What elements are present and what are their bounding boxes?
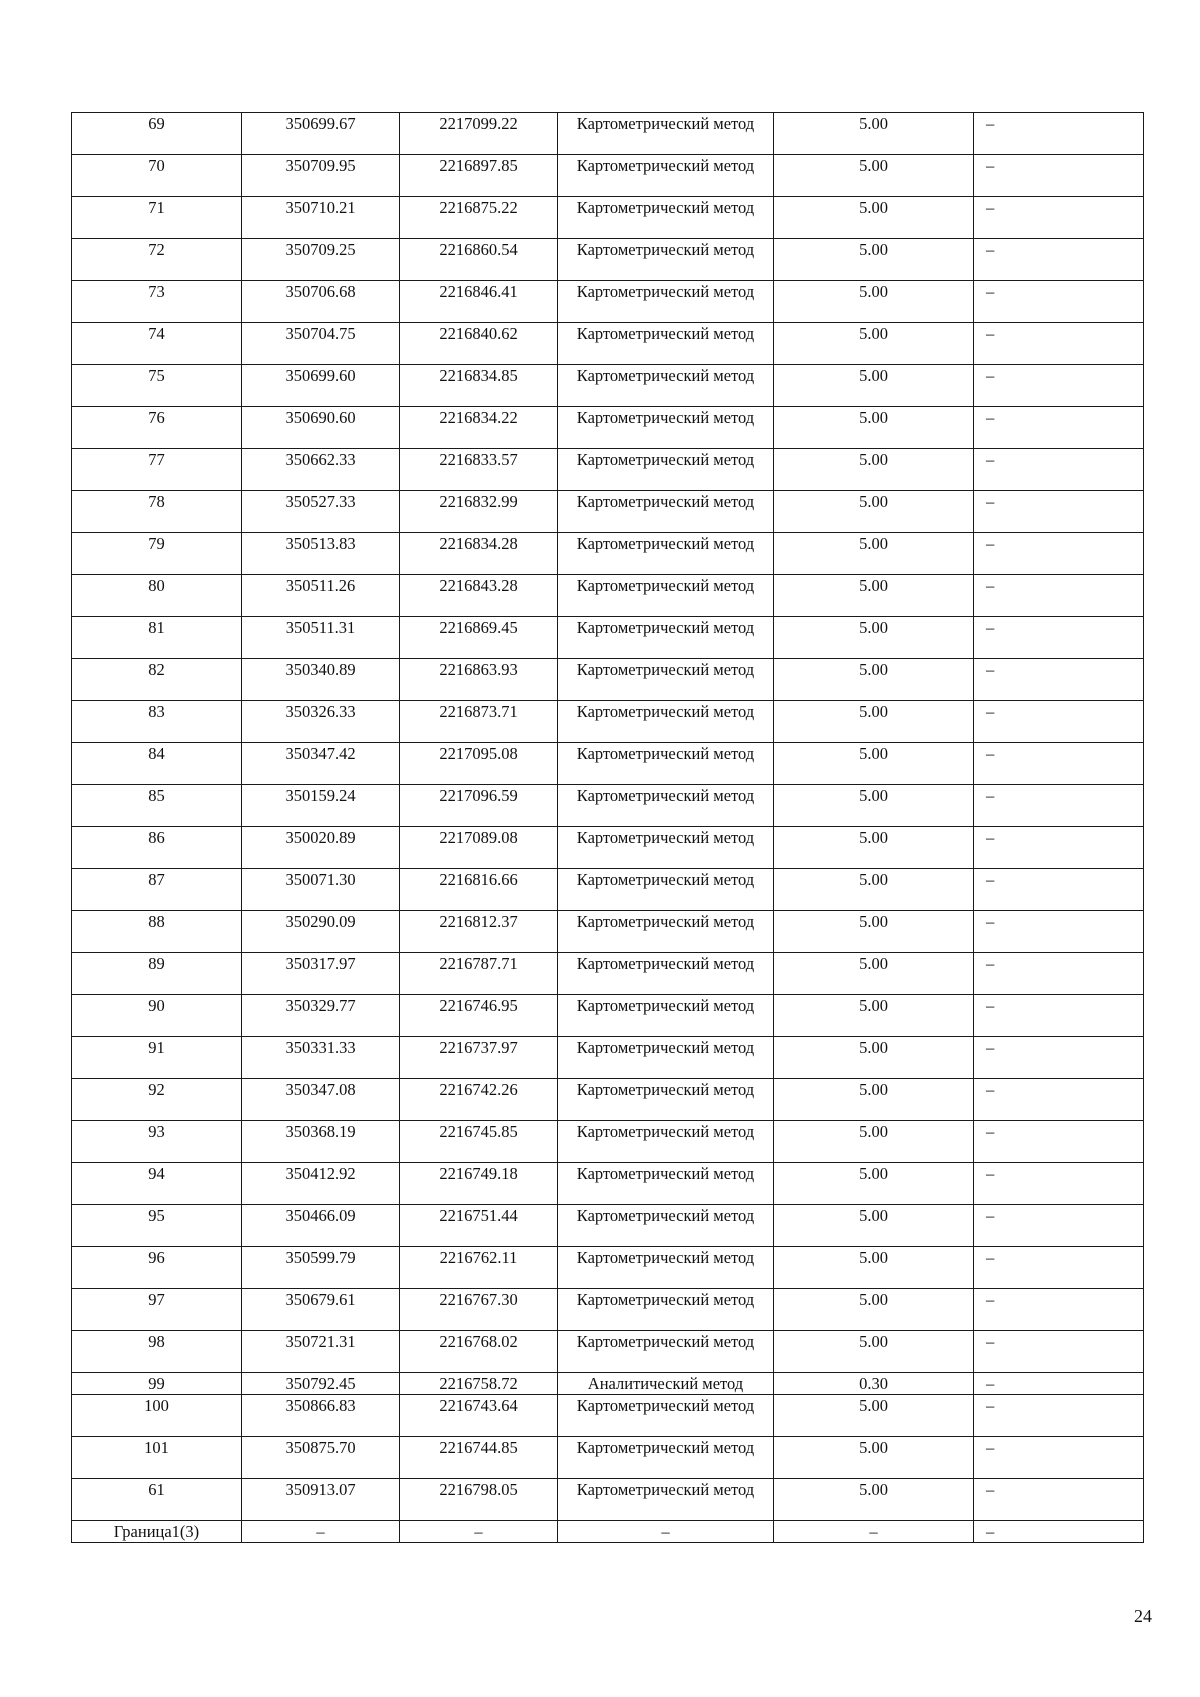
table-cell: –: [974, 365, 1144, 407]
table-cell: 350159.24: [242, 785, 400, 827]
table-cell: –: [974, 869, 1144, 911]
table-cell: 5.00: [774, 365, 974, 407]
table-cell: 2216834.22: [400, 407, 558, 449]
table-cell: Картометрический метод: [558, 1037, 774, 1079]
table-row: [72, 1121, 1144, 1163]
table-cell: 2216746.95: [400, 995, 558, 1037]
table-cell: Картометрический метод: [558, 1437, 774, 1479]
table-cell: 2216749.18: [400, 1163, 558, 1205]
table-cell: 350599.79: [242, 1247, 400, 1289]
table-cell: Картометрический метод: [558, 1079, 774, 1121]
table-row: [72, 869, 1144, 911]
table-row: [72, 197, 1144, 239]
table-cell: 350679.61: [242, 1289, 400, 1331]
table-cell: Картометрический метод: [558, 995, 774, 1037]
table-cell: 350340.89: [242, 659, 400, 701]
coordinates-table: [71, 112, 1144, 1543]
table-cell: 350412.92: [242, 1163, 400, 1205]
table-cell: –: [974, 281, 1144, 323]
table-cell: 5.00: [774, 1205, 974, 1247]
table-cell: 91: [72, 1037, 242, 1079]
table-row: [72, 1521, 1144, 1543]
table-row: [72, 911, 1144, 953]
table-cell: 350875.70: [242, 1437, 400, 1479]
table-row: [72, 701, 1144, 743]
table-cell: 350290.09: [242, 911, 400, 953]
table-cell: –: [974, 1395, 1144, 1437]
table-cell: –: [974, 785, 1144, 827]
table-cell: 350326.33: [242, 701, 400, 743]
table-cell: 5.00: [774, 1163, 974, 1205]
table-row: [72, 155, 1144, 197]
table-cell: 350511.26: [242, 575, 400, 617]
table-cell: Картометрический метод: [558, 1289, 774, 1331]
table-cell: 2217095.08: [400, 743, 558, 785]
table-cell: 2216875.22: [400, 197, 558, 239]
table-cell: 2216860.54: [400, 239, 558, 281]
table-row: [72, 785, 1144, 827]
table-cell: Картометрический метод: [558, 1205, 774, 1247]
table-cell: 73: [72, 281, 242, 323]
table-cell: 93: [72, 1121, 242, 1163]
table-cell: 350913.07: [242, 1479, 400, 1521]
table-cell: –: [974, 1121, 1144, 1163]
table-row: [72, 449, 1144, 491]
table-cell: 350709.95: [242, 155, 400, 197]
table-cell: 5.00: [774, 449, 974, 491]
table-row: [72, 1163, 1144, 1205]
table-cell: –: [974, 1079, 1144, 1121]
table-cell: Картометрический метод: [558, 785, 774, 827]
table-cell: 87: [72, 869, 242, 911]
table-cell: –: [974, 701, 1144, 743]
table-row: [72, 953, 1144, 995]
table-cell: 350699.60: [242, 365, 400, 407]
table-row: [72, 365, 1144, 407]
table-row: [72, 533, 1144, 575]
table-cell: 75: [72, 365, 242, 407]
table-cell: 78: [72, 491, 242, 533]
table-cell: 2216743.64: [400, 1395, 558, 1437]
table-cell: 350706.68: [242, 281, 400, 323]
table-cell: –: [974, 995, 1144, 1037]
table-cell: 71: [72, 197, 242, 239]
table-cell: Картометрический метод: [558, 617, 774, 659]
table-cell: 2216762.11: [400, 1247, 558, 1289]
table-row: [72, 1289, 1144, 1331]
table-cell: 5.00: [774, 1121, 974, 1163]
table-cell: 80: [72, 575, 242, 617]
table-cell: 2217089.08: [400, 827, 558, 869]
table-cell: 97: [72, 1289, 242, 1331]
table-cell: –: [974, 491, 1144, 533]
table-cell: 5.00: [774, 491, 974, 533]
table-row: [72, 1247, 1144, 1289]
table-cell: 350709.25: [242, 239, 400, 281]
table-row: [72, 1437, 1144, 1479]
table-cell: 350347.08: [242, 1079, 400, 1121]
table-cell: 99: [72, 1373, 242, 1395]
table-cell: –: [974, 533, 1144, 575]
table-cell: 350466.09: [242, 1205, 400, 1247]
table-cell: Картометрический метод: [558, 407, 774, 449]
table-cell: 2216742.26: [400, 1079, 558, 1121]
table-row: [72, 1373, 1144, 1395]
table-cell: 5.00: [774, 701, 974, 743]
table-row: [72, 1205, 1144, 1247]
table-cell: 2216812.37: [400, 911, 558, 953]
table-cell: 2216768.02: [400, 1331, 558, 1373]
table-cell: –: [974, 197, 1144, 239]
table-cell: 5.00: [774, 197, 974, 239]
table-cell: 86: [72, 827, 242, 869]
coordinates-table-body: [72, 113, 1144, 1543]
table-cell: 2216737.97: [400, 1037, 558, 1079]
table-cell: Картометрический метод: [558, 1331, 774, 1373]
table-cell: 5.00: [774, 281, 974, 323]
table-cell: Картометрический метод: [558, 323, 774, 365]
table-cell: –: [558, 1521, 774, 1543]
table-row: [72, 575, 1144, 617]
table-cell: Картометрический метод: [558, 953, 774, 995]
table-cell: 5.00: [774, 869, 974, 911]
table-cell: 350710.21: [242, 197, 400, 239]
table-cell: –: [974, 1373, 1144, 1395]
table-cell: –: [974, 1479, 1144, 1521]
table-cell: 5.00: [774, 113, 974, 155]
table-cell: Картометрический метод: [558, 449, 774, 491]
table-cell: 5.00: [774, 323, 974, 365]
table-cell: 350690.60: [242, 407, 400, 449]
table-row: [72, 995, 1144, 1037]
table-cell: Картометрический метод: [558, 659, 774, 701]
table-cell: 5.00: [774, 1289, 974, 1331]
table-row: [72, 1037, 1144, 1079]
table-cell: Картометрический метод: [558, 827, 774, 869]
table-cell: 79: [72, 533, 242, 575]
table-cell: –: [974, 113, 1144, 155]
table-cell: 350368.19: [242, 1121, 400, 1163]
table-cell: 5.00: [774, 1437, 974, 1479]
table-row: [72, 659, 1144, 701]
table-row: [72, 1331, 1144, 1373]
table-cell: Картометрический метод: [558, 575, 774, 617]
table-cell: Картометрический метод: [558, 491, 774, 533]
table-cell: 0.30: [774, 1373, 974, 1395]
table-cell: 2216834.28: [400, 533, 558, 575]
table-cell: Картометрический метод: [558, 281, 774, 323]
table-cell: 2216873.71: [400, 701, 558, 743]
table-cell: –: [242, 1521, 400, 1543]
table-row: [72, 743, 1144, 785]
table-cell: 101: [72, 1437, 242, 1479]
table-row: [72, 113, 1144, 155]
table-cell: –: [974, 953, 1144, 995]
table-cell: 88: [72, 911, 242, 953]
table-cell: –: [974, 1163, 1144, 1205]
table-cell: 5.00: [774, 575, 974, 617]
table-cell: 69: [72, 113, 242, 155]
table-cell: –: [974, 617, 1144, 659]
table-cell: 2216833.57: [400, 449, 558, 491]
table-cell: 2216869.45: [400, 617, 558, 659]
table-cell: 5.00: [774, 1079, 974, 1121]
table-cell: 2216843.28: [400, 575, 558, 617]
table-row: [72, 239, 1144, 281]
table-cell: 350329.77: [242, 995, 400, 1037]
table-cell: Картометрический метод: [558, 1395, 774, 1437]
table-cell: 2216846.41: [400, 281, 558, 323]
table-cell: 2217096.59: [400, 785, 558, 827]
table-cell: 5.00: [774, 1395, 974, 1437]
table-cell: 350699.67: [242, 113, 400, 155]
table-cell: Картометрический метод: [558, 911, 774, 953]
table-cell: –: [974, 1437, 1144, 1479]
table-cell: –: [974, 659, 1144, 701]
table-cell: Граница1(3): [72, 1521, 242, 1543]
table-cell: 85: [72, 785, 242, 827]
table-cell: Картометрический метод: [558, 1163, 774, 1205]
table-cell: 2216798.05: [400, 1479, 558, 1521]
table-cell: 92: [72, 1079, 242, 1121]
table-cell: 350513.83: [242, 533, 400, 575]
table-row: [72, 617, 1144, 659]
table-cell: 2216745.85: [400, 1121, 558, 1163]
table-cell: 5.00: [774, 995, 974, 1037]
table-row: [72, 827, 1144, 869]
table-cell: 350071.30: [242, 869, 400, 911]
table-cell: 61: [72, 1479, 242, 1521]
page-number: 24: [1134, 1606, 1152, 1626]
table-cell: 100: [72, 1395, 242, 1437]
table-cell: Картометрический метод: [558, 1247, 774, 1289]
table-cell: 350020.89: [242, 827, 400, 869]
table-cell: 84: [72, 743, 242, 785]
table-cell: 2216758.72: [400, 1373, 558, 1395]
table-cell: 94: [72, 1163, 242, 1205]
table-cell: –: [974, 407, 1144, 449]
table-cell: 74: [72, 323, 242, 365]
table-cell: 95: [72, 1205, 242, 1247]
table-cell: 5.00: [774, 617, 974, 659]
table-cell: 2217099.22: [400, 113, 558, 155]
table-cell: 350527.33: [242, 491, 400, 533]
table-cell: 5.00: [774, 827, 974, 869]
table-cell: 83: [72, 701, 242, 743]
table-row: [72, 491, 1144, 533]
table-cell: –: [974, 239, 1144, 281]
table-cell: 5.00: [774, 533, 974, 575]
table-cell: 2216816.66: [400, 869, 558, 911]
table-cell: –: [974, 575, 1144, 617]
table-cell: Картометрический метод: [558, 1479, 774, 1521]
table-cell: Картометрический метод: [558, 533, 774, 575]
table-cell: Картометрический метод: [558, 1121, 774, 1163]
table-cell: –: [974, 1521, 1144, 1543]
table-cell: 350511.31: [242, 617, 400, 659]
table-cell: 5.00: [774, 1479, 974, 1521]
table-cell: 5.00: [774, 1331, 974, 1373]
table-cell: Картометрический метод: [558, 155, 774, 197]
table-cell: 5.00: [774, 155, 974, 197]
table-cell: Картометрический метод: [558, 701, 774, 743]
table-cell: 5.00: [774, 953, 974, 995]
table-cell: Аналитический метод: [558, 1373, 774, 1395]
table-cell: 350792.45: [242, 1373, 400, 1395]
table-row: [72, 281, 1144, 323]
table-cell: 5.00: [774, 785, 974, 827]
table-cell: 350317.97: [242, 953, 400, 995]
table-cell: 350347.42: [242, 743, 400, 785]
table-cell: 5.00: [774, 1247, 974, 1289]
table-cell: 2216897.85: [400, 155, 558, 197]
table-cell: 96: [72, 1247, 242, 1289]
table-cell: 5.00: [774, 911, 974, 953]
table-cell: Картометрический метод: [558, 869, 774, 911]
table-cell: 350721.31: [242, 1331, 400, 1373]
table-cell: 5.00: [774, 407, 974, 449]
table-cell: 5.00: [774, 239, 974, 281]
table-row: [72, 1079, 1144, 1121]
table-cell: Картометрический метод: [558, 365, 774, 407]
table-cell: Картометрический метод: [558, 743, 774, 785]
table-cell: 90: [72, 995, 242, 1037]
table-cell: 2216751.44: [400, 1205, 558, 1247]
table-cell: –: [974, 155, 1144, 197]
table-cell: –: [974, 911, 1144, 953]
table-cell: 81: [72, 617, 242, 659]
table-cell: 350331.33: [242, 1037, 400, 1079]
table-row: [72, 407, 1144, 449]
table-cell: –: [400, 1521, 558, 1543]
table-cell: –: [974, 1247, 1144, 1289]
table-row: [72, 323, 1144, 365]
table-cell: Картометрический метод: [558, 197, 774, 239]
table-cell: 350866.83: [242, 1395, 400, 1437]
table-cell: –: [974, 1331, 1144, 1373]
table-cell: –: [974, 323, 1144, 365]
table-cell: 2216744.85: [400, 1437, 558, 1479]
table-cell: 70: [72, 155, 242, 197]
table-cell: 2216834.85: [400, 365, 558, 407]
table-cell: –: [974, 1037, 1144, 1079]
table-cell: 77: [72, 449, 242, 491]
table-cell: 5.00: [774, 659, 974, 701]
table-cell: –: [974, 1205, 1144, 1247]
table-cell: 2216832.99: [400, 491, 558, 533]
table-cell: –: [974, 827, 1144, 869]
table-cell: 98: [72, 1331, 242, 1373]
table-row: [72, 1395, 1144, 1437]
table-cell: Картометрический метод: [558, 239, 774, 281]
table-cell: 72: [72, 239, 242, 281]
table-cell: 2216787.71: [400, 953, 558, 995]
table-cell: 2216863.93: [400, 659, 558, 701]
table-cell: 76: [72, 407, 242, 449]
table-cell: 350662.33: [242, 449, 400, 491]
table-cell: –: [974, 1289, 1144, 1331]
table-cell: –: [774, 1521, 974, 1543]
table-cell: 5.00: [774, 743, 974, 785]
table-cell: 82: [72, 659, 242, 701]
table-cell: –: [974, 743, 1144, 785]
table-cell: –: [974, 449, 1144, 491]
table-cell: 5.00: [774, 1037, 974, 1079]
table-cell: 89: [72, 953, 242, 995]
table-cell: Картометрический метод: [558, 113, 774, 155]
table-row: [72, 1479, 1144, 1521]
table-cell: 2216840.62: [400, 323, 558, 365]
table-cell: 2216767.30: [400, 1289, 558, 1331]
table-cell: 350704.75: [242, 323, 400, 365]
